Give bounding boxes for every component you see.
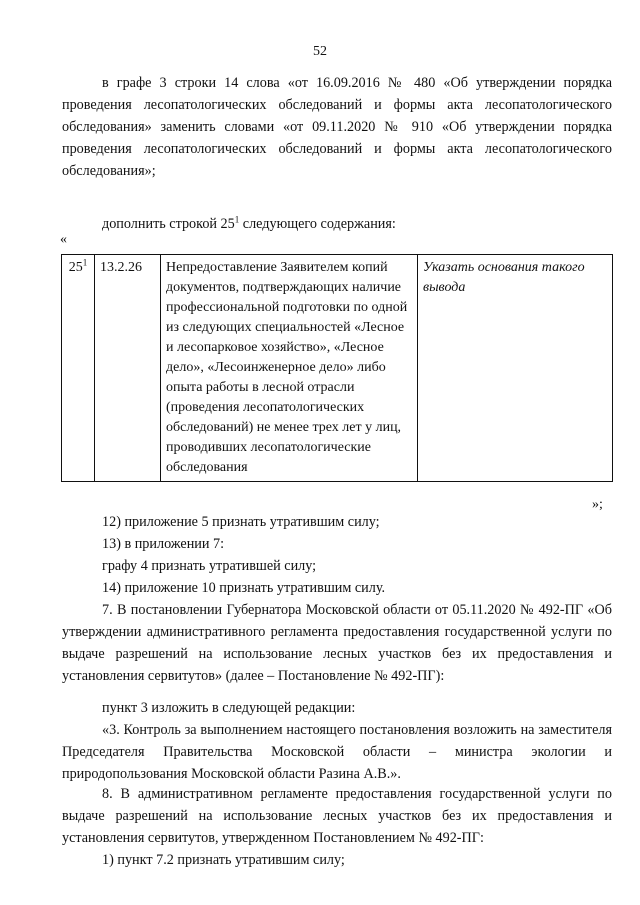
item-14: 14) приложение 10 признать утратившим силу. xyxy=(102,580,386,596)
paragraph-8-item-1: 1) пункт 7.2 признать утратившим силу; xyxy=(102,852,345,868)
item-12: 12) приложение 5 признать утратившим силу; xyxy=(102,514,380,530)
row-note-cell: Указать основания такого вывода xyxy=(418,255,613,482)
amendment-paragraph-14: в графе 3 строки 14 слова «от 16.09.2016 № 480 «Об утверждении порядка проведения лесопатологических обследований и формы акта лесопатологического обследования» заменить словами «от 09.11.2020 № 910 «Об утверждении порядка проведения лесопатологических обследований и формы акта лесопатологического обследования»; xyxy=(62,75,612,179)
add-row-text: дополнить строкой 25 xyxy=(102,216,235,232)
row-number-cell xyxy=(62,255,95,482)
open-quote: « xyxy=(60,232,67,247)
row-code-cell: 13.2.26 xyxy=(95,255,161,482)
item-13-sub: графу 4 признать утратившей силу; xyxy=(102,558,317,574)
amendment-table xyxy=(61,254,613,482)
paragraph-8: 8. В административном регламенте предоставления государственной услуги по выдаче разрешений на использование лесных участков без их предоставления и установления сервитутов, утвержденном Постановлением № 492-ПГ: xyxy=(62,786,612,846)
page-number: 52 xyxy=(313,44,327,59)
add-row-instruction xyxy=(62,213,612,235)
add-row-tail: следующего содержания: xyxy=(239,216,396,232)
row-number: 25 xyxy=(68,260,83,275)
paragraph-7: 7. В постановлении Губернатора Московской области от 05.11.2020 № 492-ПГ «Об утверждении административного регламента предоставления государственной услуги по выдаче разрешений на использование лесных участков без их предоставления и установления сервитутов» (далее – Постановление № 492-ПГ): xyxy=(62,602,612,684)
row-text-cell: Непредоставление Заявителем копий документов, подтверждающих наличие профессиональной подготовки по одной из следующих специальностей «Лесное и лесопарковое хозяйство», «Лесное дело», «Лесоинженерное дело» либо опыта работы в лесной отрасли (проведения лесопатологических обследований) не менее трех лет у лиц, проводивших лесопатологические обследования xyxy=(161,255,418,482)
item-13: 13) в приложении 7: xyxy=(102,536,225,552)
paragraph-7-item: пункт 3 изложить в следующей редакции: xyxy=(102,700,356,716)
table-row xyxy=(62,255,613,482)
paragraph-7-quote: «3. Контроль за выполнением настоящего постановления возложить на заместителя Председателя Правительства Московской области – министра экологии и природопользования Московской области Разина А.В.». xyxy=(62,722,612,782)
add-row-sup: 1 xyxy=(234,214,240,225)
close-quote: »; xyxy=(592,497,603,512)
row-number-sup: 1 xyxy=(82,257,88,268)
